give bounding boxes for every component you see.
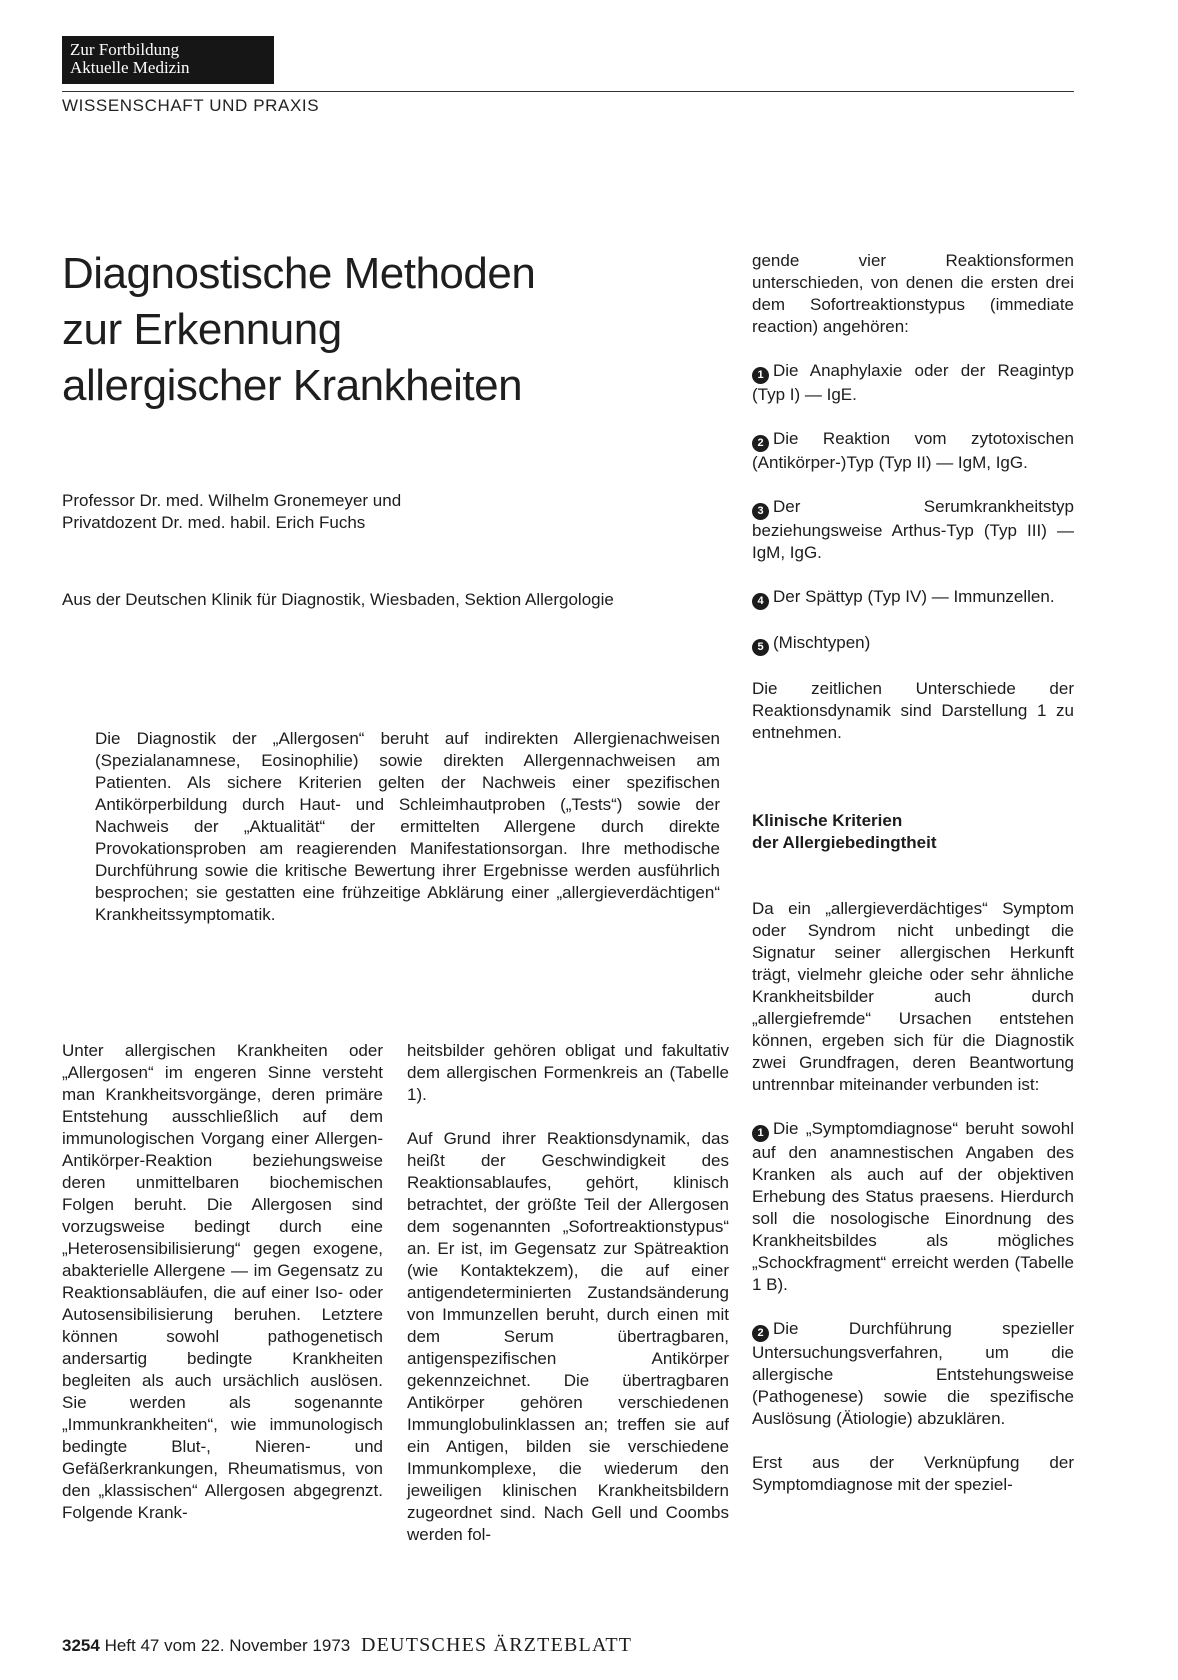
paragraph: Da ein „allergieverdächtiges“ Symptom oder Syndrom nicht unbedingt die Signatur seiner allergischen Herkunft trägt, vielmehr gleiche oder sehr ähnliche Krankheitsbilder auch durch „allergiefremde“ Ursachen entstehen können, ergeben sich für die Diagnostik zwei Grundfragen, deren Beantwortung untrennbar miteinander verbunden ist: bbox=[752, 899, 1074, 1094]
body-column-1 bbox=[62, 1040, 383, 1546]
title-line-1: Diagnostische Methoden bbox=[62, 249, 536, 298]
paragraph: Unter allergischen Krankheiten oder „Allergosen“ im engeren Sinne versteht man Krankheitsvorgänge, deren primäre Entstehung ausschließlich auf dem immunologischen Vorgang einer Allergen-Antikörper-Reaktion beziehungsweise deren unmittelbaren biochemischen Folgen beruht. Die Allergosen sind vorzugsweise bedingt durch eine „Heterosensibilisierung“ gegen exogene, abakterielle Allergene — im Gegensatz zu Reaktionsabläufen, die auf einer Iso- oder Autosensibilisierung beruhen. Letztere können sowohl pathogenetisch andersartig bedingte Krankheiten begleiten als auch ursächlich auslösen. Sie werden als sogenannte „Immunkrankheiten“, wie immunologisch bedingte Blut-, Nieren- und Gefäßerkrankungen, Rheumatismus, von den „klassischen“ Allergosen abgegrenzt. Folgende Krank- bbox=[62, 1041, 383, 1522]
section-label: WISSENSCHAFT UND PRAXIS bbox=[62, 96, 320, 115]
issue-info: Heft 47 vom 22. November 1973 bbox=[104, 1636, 351, 1655]
number-bullet-icon: 1 bbox=[752, 1125, 769, 1142]
rubric-badge bbox=[62, 36, 274, 84]
body-column-2 bbox=[407, 1040, 729, 1568]
reaction-type-item bbox=[752, 360, 1074, 406]
reaction-type-item bbox=[752, 586, 1074, 610]
heading-line-2: der Allergiebedingtheit bbox=[752, 833, 937, 852]
paragraph: Die zeitlichen Unterschiede der Reaktionsdynamik sind Darstellung 1 zu entnehmen. bbox=[752, 679, 1074, 742]
authors bbox=[62, 490, 401, 534]
title-line-2: zur Erkennung bbox=[62, 305, 342, 354]
number-bullet-icon: 2 bbox=[752, 1325, 769, 1342]
item-text: Der Spättyp (Typ IV) — Immunzellen. bbox=[773, 587, 1055, 606]
affiliation: Aus der Deutschen Klinik für Diagnostik, Wiesbaden, Sektion Allergologie bbox=[62, 590, 614, 609]
paragraph: Auf Grund ihrer Reaktionsdynamik, das heißt der Geschwindigkeit des Reaktionsablaufes, gehört, klinisch betrachtet, der größte Teil der Allergosen dem sogenannten „Sofortreaktionstypus“ an. Er ist, im Gegensatz zur Spätreaktion (wie Kontaktekzem), die auf einer antigendeterminierten Zustandsänderung von Immunzellen beruht, durch einen mit dem Serum übertragbaren, antigenspezifischen Antikörper gekennzeichnet. Die übertragbaren Antikörper gehören verschiedenen Immunglobulinklassen an; treffen sie auf ein Antigen, bilden sie verschiedene Immunkomplexe, die wiederum den jeweiligen klinischen Krankheitsbildern zugeordnet sind. Nach Gell und Coombs werden fol- bbox=[407, 1129, 729, 1544]
heading-line-1: Klinische Kriterien bbox=[752, 811, 903, 830]
reaction-type-item bbox=[752, 632, 1074, 656]
paragraph: gende vier Reaktionsformen unterschieden, von denen die ersten drei dem Sofortreaktionstypus (immediate reaction) angehören: bbox=[752, 251, 1074, 336]
item-text: (Mischtypen) bbox=[773, 633, 871, 652]
author-line-2: Privatdozent Dr. med. habil. Erich Fuchs bbox=[62, 513, 366, 532]
item-text: Der Serumkrankheitstyp beziehungsweise Arthus-Typ (Typ III) — IgM, IgG. bbox=[752, 497, 1074, 562]
title-line-3: allergischer Krankheiten bbox=[62, 361, 523, 410]
number-bullet-icon: 5 bbox=[752, 639, 769, 656]
page-footer bbox=[62, 1634, 632, 1657]
author-line-1: Professor Dr. med. Wilhelm Gronemeyer und bbox=[62, 491, 402, 510]
header-rule bbox=[62, 91, 1074, 92]
page-number: 3254 bbox=[62, 1636, 100, 1655]
paragraph: Erst aus der Verknüpfung der Symptomdiagnose mit der speziel- bbox=[752, 1453, 1074, 1494]
item-text: Die Anaphylaxie oder der Reagintyp (Typ I) — IgE. bbox=[752, 361, 1074, 404]
abstract: Die Diagnostik der „Allergosen“ beruht auf indirekten Allergienachweisen (Spezialanamnese, Eosinophilie) sowie direkten Allergennachweisen am Patienten. Als sichere Kriterien gelten der Nachweis einer spezifischen Antikörperbildung durch Haut- und Schleimhautproben („Tests“) sowie der Nachweis der „Aktualität“ der ermittelten Allergene durch direkte Provokationsproben am reagierenden Manifestationsorgan. Ihre methodische Durchführung sowie die kritische Bewertung ihrer Ergebnisse werden ausführlich besprochen; sie gestatten eine frühzeitige Abklärung einer „allergieverdächtigen“ Krankheitssymptomatik. bbox=[95, 729, 720, 924]
journal-name: DEUTSCHES ÄRZTEBLATT bbox=[360, 1634, 633, 1656]
item-text: Die Reaktion vom zytotoxischen (Antikörper-)Typ (Typ II) — IgM, IgG. bbox=[752, 429, 1074, 472]
number-bullet-icon: 4 bbox=[752, 593, 769, 610]
number-bullet-icon: 2 bbox=[752, 435, 769, 452]
item-text: Die „Symptomdiagnose“ beruht sowohl auf den anamnestischen Angaben des Kranken als auch auf der objektiven Erhebung des Status praesens. Hierdurch soll die nosologische Einordnung des Krankheitsbildes als mögliches „Schockfragment“ erreicht werden (Tabelle 1 B). bbox=[752, 1119, 1074, 1294]
paragraph: heitsbilder gehören obligat und fakultativ dem allergischen Formenkreis an (Tabelle 1). bbox=[407, 1041, 729, 1104]
reaction-type-item bbox=[752, 496, 1074, 564]
number-bullet-icon: 1 bbox=[752, 367, 769, 384]
section-heading bbox=[752, 810, 1074, 854]
body-column-3 bbox=[752, 250, 1074, 1518]
item-text: Die Durchführung spezieller Untersuchungsverfahren, um die allergische Entstehungsweise (Pathogenese) sowie die spezifische Auslösung (Ätiologie) abzuklären. bbox=[752, 1319, 1074, 1428]
question-item bbox=[752, 1318, 1074, 1430]
article-title bbox=[62, 246, 682, 414]
badge-line-2: Aktuelle Medizin bbox=[70, 58, 190, 77]
reaction-type-item bbox=[752, 428, 1074, 474]
question-item bbox=[752, 1118, 1074, 1296]
badge-line-1: Zur Fortbildung bbox=[70, 40, 180, 59]
number-bullet-icon: 3 bbox=[752, 503, 769, 520]
